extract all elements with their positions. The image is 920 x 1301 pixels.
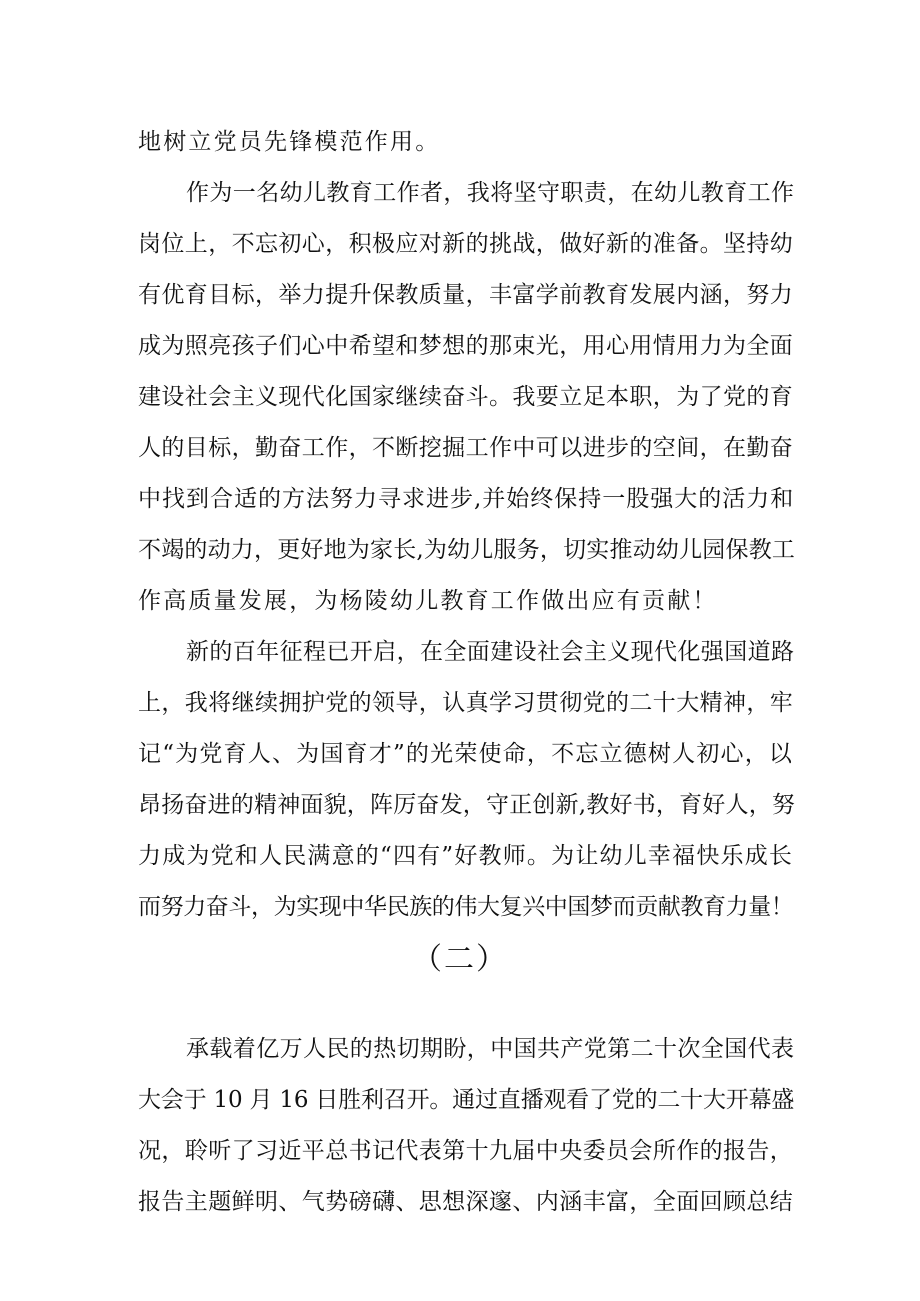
paragraph-line: 报告主题鲜明、气势磅礴、思想深邃、内涵丰富，全面回顾总结: [138, 1189, 794, 1215]
paragraph-line: 上，我将继续拥护党的领导，认真学习贯彻党的二十大精神，牢: [138, 690, 794, 716]
paragraph-line: 大会于 10 月 16 日胜利召开。通过直播观看了党的二十大开幕盛: [138, 1087, 795, 1113]
paragraph-line: 承载着亿万人民的热切期盼，中国共产党第二十次全国代表: [186, 1036, 795, 1062]
paragraph-line: 中找到合适的方法努力寻求进步,并始终保持一股强大的活力和: [138, 486, 795, 512]
paragraph-line: 作高质量发展，为杨陵幼儿教育工作做出应有贡献！: [138, 588, 718, 614]
paragraph-line: 作为一名幼儿教育工作者，我将坚守职责，在幼儿教育工作: [186, 180, 795, 206]
paragraph-line: 成为照亮孩子们心中希望和梦想的那束光，用心用情用力为全面: [138, 333, 794, 359]
paragraph-line: 人的目标，勤奋工作，不断挖掘工作中可以进步的空间，在勤奋: [138, 435, 794, 461]
paragraph-line: 记“为党育人、为国育才”的光荣使命，不忘立德树人初心，以: [138, 741, 794, 767]
paragraph-line: 新的百年征程已开启，在全面建设社会主义现代化强国道路: [186, 639, 795, 665]
paragraph-line: 建设社会主义现代化国家继续奋斗。我要立足本职，为了党的育: [138, 384, 794, 410]
paragraph-line: 而努力奋斗，为实现中华民族的伟大复兴中国梦而贡献教育力量！: [138, 894, 794, 920]
paragraph-line: 不竭的动力，更好地为家长,为幼儿服务，切实推动幼儿园保教工: [138, 537, 796, 563]
paragraph-line: 岗位上，不忘初心，积极应对新的挑战，做好新的准备。坚持幼: [138, 231, 794, 257]
paragraph-line: 况，聆听了习近平总书记代表第十九届中央委员会所作的报告，: [138, 1138, 794, 1164]
section-heading: （二）: [412, 942, 508, 977]
paragraph-line: 昂扬奋进的精神面貌，阵厉奋发，守正创新,教好书，育好人，努: [138, 792, 796, 818]
paragraph-line: 有优育目标，举力提升保教质量，丰富学前教育发展内涵，努力: [138, 282, 794, 308]
paragraph-line: 地树立党员先锋模范作用。: [138, 129, 441, 155]
paragraph-line: 力成为党和人民满意的“四有”好教师。为让幼儿幸福快乐成长: [138, 843, 794, 869]
